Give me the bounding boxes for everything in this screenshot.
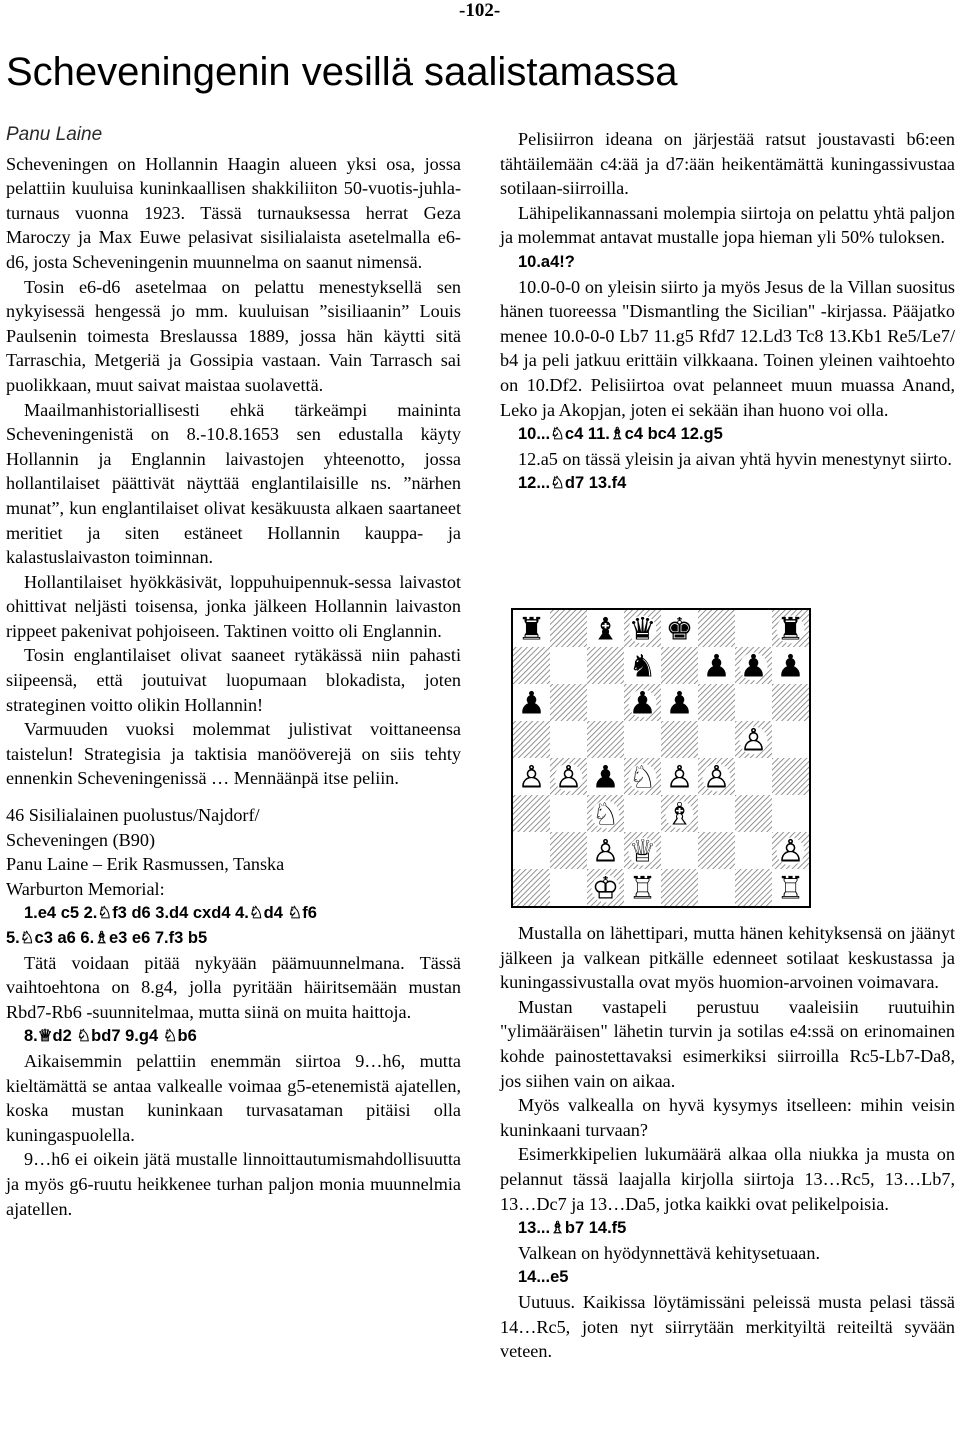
board-square-a2 <box>513 832 550 869</box>
white-pawn-icon: ♙ <box>739 722 768 759</box>
board-square-d3 <box>624 795 661 832</box>
board-square-g4 <box>735 758 772 795</box>
board-square-g2 <box>735 832 772 869</box>
black-pawn-icon: ♟ <box>517 685 546 722</box>
board-square-f5 <box>698 721 735 758</box>
board-square-b2 <box>550 832 587 869</box>
board-square-e1 <box>661 869 698 906</box>
game-header-line: 46 Sisilialainen puolustus/Najdorf/ <box>6 805 260 826</box>
black-knight-icon: ♞ <box>628 648 657 685</box>
board-square-d5 <box>624 721 661 758</box>
white-knight-icon: ♘ <box>591 796 620 833</box>
move-line: 10...♘c4 11.♗c4 bc4 12.g5 <box>518 425 723 444</box>
board-square-g6 <box>735 684 772 721</box>
board-square-c5 <box>587 721 624 758</box>
paragraph: Maailmanhistoriallisesti ehkä tärkeämpi maininta Scheveningenistä on 8.-10.8.1653 sen edustalla käyty Hollannin ja Englannin laivastojen yhteenotto, jossa hollantilaiset päättivät näyttää englantilaisille ns. ”närhen munat”, kun englantilaiset olivat kesäkuusta alkaen saartaneet meritiet ja siten estäneet Hollannin kauppa- ja kalastuslaivaston toiminnan. <box>6 399 461 568</box>
board-square-b1 <box>550 869 587 906</box>
commentary: Pelisiirron ideana on järjestää ratsut joustavasti b6:een tähtäilemään c4:ää ja d7:ään heikentämättä kuningassivustaa sotilaan-siirroilla. <box>500 129 955 199</box>
game-header-line: Warburton Memorial: <box>6 878 165 899</box>
game-header-line: Scheveningen (B90) <box>6 829 155 850</box>
paragraph: Varmuuden vuoksi molemmat julistivat voittaneensa taistelun! Strategisia ja taktisia manööverejä on siis tehty ennenkin Scheveningenissä … Mennäänpä itse peliin. <box>6 719 461 789</box>
board-square-a1 <box>513 869 550 906</box>
article-title: Scheveningenin vesillä saalistamassa <box>6 50 678 94</box>
move-line: 12...♘d7 13.f4 <box>518 474 627 493</box>
move-line: 14...e5 <box>518 1268 569 1287</box>
board-square-h4 <box>772 758 809 795</box>
chess-board-svg <box>513 610 809 906</box>
white-bishop-icon: ♗ <box>665 796 694 833</box>
move-line: 13...♗b7 14.f5 <box>518 1219 627 1238</box>
white-rook-icon: ♖ <box>628 870 657 906</box>
move-line: 5.♘c3 a6 6.♗e3 e6 7.f3 b5 <box>6 929 208 947</box>
board-square-c6 <box>587 684 624 721</box>
commentary: Mustalla on lähettipari, mutta hänen kehityksensä on jäänyt jälkeen ja valkean pitkälle edenneet sotilaat keskustassa ja kuningassivustalla ovat myös huomion-arvoinen voimavara. <box>500 923 955 993</box>
black-rook-icon: ♜ <box>517 611 546 648</box>
white-pawn-icon: ♙ <box>591 833 620 870</box>
left-column <box>6 123 461 1221</box>
white-pawn-icon: ♙ <box>554 759 583 796</box>
black-queen-icon: ♛ <box>628 611 657 648</box>
commentary: 10.0-0-0 on yleisin siirto ja myös Jesus de la Villan suositus hänen tuoreessa "Dismantling the Sicilian" -kirjassa. Pääjatko menee 10.0-0-0 Lb7 11.g5 Rfd7 12.Ld3 Tc8 13.Kb1 Re5/Le7/ b4 ja peli jatkuu erittäin vilkkaana. Toinen yleinen vaihtoehto on 10.Df2. Pelisiirtoa ovat pelanneet muun muassa Anand, Leko ja Akopjan, joten ei sekään ihan huono voi olla. <box>500 276 955 420</box>
white-pawn-icon: ♙ <box>517 759 546 796</box>
paragraph: Tosin englantilaiset olivat saaneet rytäkässä niin pahasti siipeensä, että joutuivat luopumaan blokadista, joten strateginen voitto olikin Hollannin! <box>6 645 461 715</box>
board-square-e5 <box>661 721 698 758</box>
black-pawn-icon: ♟ <box>702 648 731 685</box>
black-king-icon: ♚ <box>665 611 694 648</box>
commentary: Valkean on hyödynnettävä kehitysetuaan. <box>518 1242 821 1263</box>
move-line: 1.e4 c5 2.♘f3 d6 3.d4 cxd4 4.♘d4 ♘f6 <box>24 904 317 923</box>
paragraph: Scheveningen on Hollannin Haagin alueen yksi osa, jossa pelattiin kuuluisa kuninkaallisen shakkiliiton 50-vuotis-juhla-turnaus vuonna 1923. Tässä turnauksessa herrat Geza Maroczy ja Max Euwe pelasivat sisilialaista asetelmalla e6-d6, josta Scheveningenin muunnelma on saanut nimensä. <box>6 153 461 272</box>
board-square-g3 <box>735 795 772 832</box>
commentary: 12.a5 on tässä yleisin ja aivan yhtä hyvin menestynyt siirto. <box>518 448 952 469</box>
commentary: 9…h6 ei oikein jätä mustalle linnoittautumismahdollisuutta ja myös g6-ruutu heikkenee turhan paljon monia muunnelmia ajatellen. <box>6 1149 461 1219</box>
commentary: Uutuus. Kaikissa löytämissäni peleissä musta pelasi tässä 14…Rc5, joten nyt siirrytään merkityiltä reiteiltä syvään veteen. <box>500 1291 955 1362</box>
board-square-f8 <box>698 610 735 647</box>
board-square-f3 <box>698 795 735 832</box>
board-square-b7 <box>550 647 587 684</box>
board-square-a3 <box>513 795 550 832</box>
board-square-h3 <box>772 795 809 832</box>
white-knight-icon: ♘ <box>628 759 657 796</box>
white-queen-icon: ♕ <box>628 833 657 870</box>
board-square-e7 <box>661 647 698 684</box>
board-square-b8 <box>550 610 587 647</box>
commentary: Esimerkkipelien lukumäärä alkaa olla niukka ja musta on pelannut tässä laajalla kirjolla siirtoja 13…Rc5, 13…Lb7, 13…Dc7 ja 13…Da5, jotka kaikki ovat pelikelpoisia. <box>500 1144 955 1214</box>
board-square-f1 <box>698 869 735 906</box>
black-pawn-icon: ♟ <box>628 685 657 722</box>
commentary: Myös valkealla on hyvä kysymys itselleen: mihin veisin kuninkaani turvaan? <box>500 1095 955 1140</box>
right-column-top <box>500 127 955 496</box>
black-rook-icon: ♜ <box>776 611 805 648</box>
board-square-c7 <box>587 647 624 684</box>
board-square-g1 <box>735 869 772 906</box>
white-pawn-icon: ♙ <box>665 759 694 796</box>
black-pawn-icon: ♟ <box>739 648 768 685</box>
board-square-g8 <box>735 610 772 647</box>
move-line: 10.a4!? <box>518 252 575 271</box>
black-pawn-icon: ♟ <box>591 759 620 796</box>
spacer <box>6 791 461 803</box>
board-square-a5 <box>513 721 550 758</box>
author-name: Panu Laine <box>6 124 103 145</box>
move-line: 8.♕d2 ♘bd7 9.g4 ♘b6 <box>24 1027 197 1046</box>
chess-board-diagram <box>511 608 811 908</box>
right-column-bottom <box>500 921 955 1364</box>
paragraph: Tosin e6-d6 asetelmaa on pelattu menestyksellä sen nykyisessä hengessä jo mm. kuuluisan ”sisiliaanin” Louis Paulsenin toimesta Breslaussa 1889, jossa hän käytti sitä Tarraschia, Metgeriä ja Gossipia vastaan. Vain Tarrasch sai puolikkaan, muut saivat maistaa suolavettä. <box>6 276 461 395</box>
black-bishop-icon: ♝ <box>591 611 620 648</box>
black-pawn-icon: ♟ <box>665 685 694 722</box>
commentary: Aikaisemmin pelattiin enemmän siirtoa 9…h6, mutta kieltämättä se antaa valkealle voimaa g5-etenemistä ajatellen, koska mustan kuninkaan turvasataman pitäisi olla kuningaspuolella. <box>6 1050 461 1145</box>
page-number: -102- <box>459 0 501 21</box>
commentary: Tätä voidaan pitää nykyään päämuunnelmana. Tässä vaihtoehtona on 8.g4, jolla pyritään häiritsemään mustan Rbd7-Rb6 -suunnitelmaa, mutta siinä on muita haittoja. <box>6 952 461 1022</box>
game-header-line: Panu Laine – Erik Rasmussen, Tanska <box>6 854 285 875</box>
board-square-h5 <box>772 721 809 758</box>
board-square-e2 <box>661 832 698 869</box>
board-square-b5 <box>550 721 587 758</box>
board-square-f2 <box>698 832 735 869</box>
white-rook-icon: ♖ <box>776 870 805 906</box>
board-square-a7 <box>513 647 550 684</box>
black-pawn-icon: ♟ <box>776 648 805 685</box>
paragraph: Hollantilaiset hyökkäsivät, loppuhuipennuk-sessa laivastot ohittivat neljästi toisensa, jonka jälkeen Hollannin laivaston rippeet pakenivat pohjoiseen. Taktinen voitto oli Englannin. <box>6 571 461 641</box>
board-square-h6 <box>772 684 809 721</box>
commentary: Lähipelikannassani molempia siirtoja on pelattu yhtä paljon ja molemmat antavat mustalle jopa hieman yli 50% tuloksen. <box>500 202 955 248</box>
white-pawn-icon: ♙ <box>702 759 731 796</box>
white-king-icon: ♔ <box>591 870 620 906</box>
white-pawn-icon: ♙ <box>776 833 805 870</box>
board-square-b6 <box>550 684 587 721</box>
board-square-f6 <box>698 684 735 721</box>
commentary: Mustan vastapeli perustuu vaaleisiin ruutuihin "ylimääräisen" lähetin turvin ja sotilas e4:ssä on erinomainen kohde painostettavaksi esimerkiksi siirroilla Rc5-Lb7-Da8, jos siihen vain on aikaa. <box>500 996 955 1091</box>
board-square-b3 <box>550 795 587 832</box>
